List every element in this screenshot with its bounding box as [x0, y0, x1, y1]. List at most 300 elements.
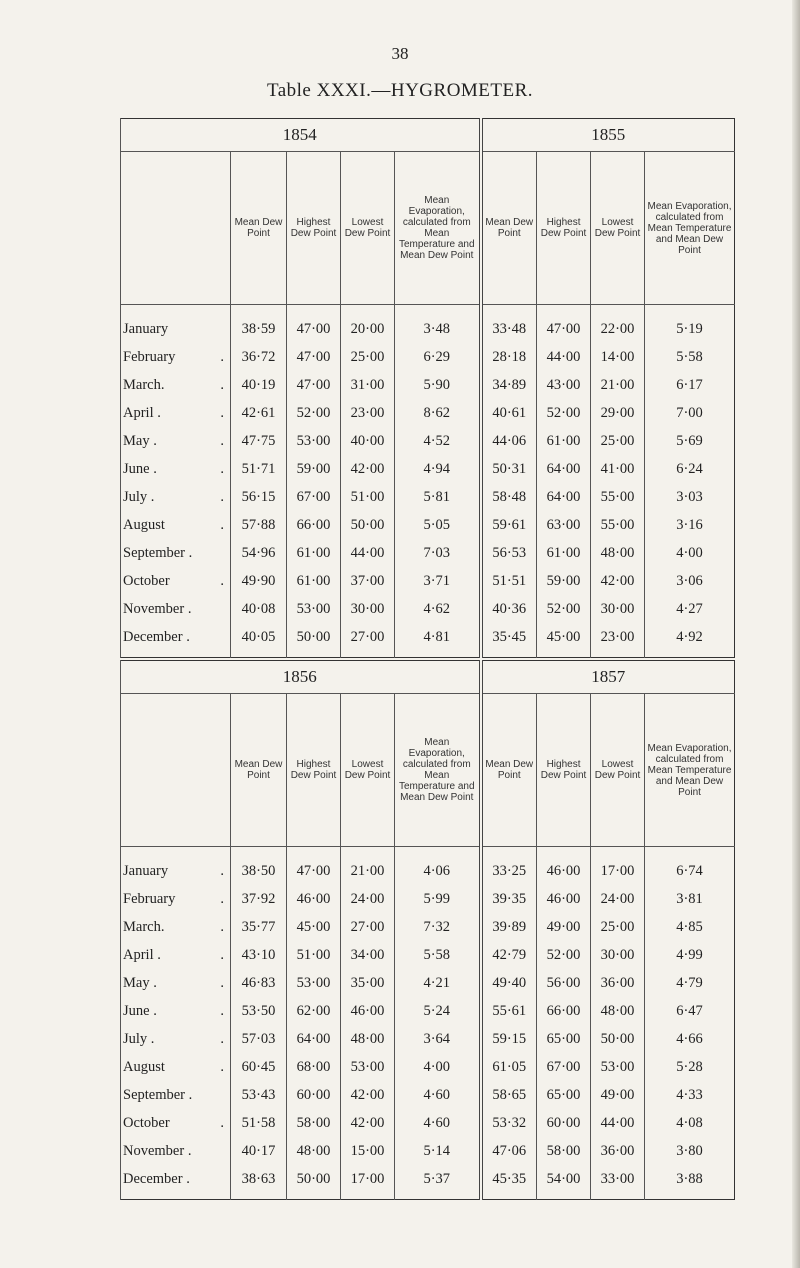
column-header-row: [121, 152, 735, 305]
value-cell: 25·00: [591, 913, 645, 941]
leader-dot: .: [220, 1002, 224, 1019]
value-cell: 14·00: [591, 343, 645, 371]
value-cell: 46·00: [287, 885, 341, 913]
page-edge: [792, 0, 800, 1268]
value-cell: 8·62: [395, 399, 481, 427]
month-cell: [121, 1137, 231, 1165]
value-cell: 46·83: [231, 969, 287, 997]
value-cell: 36·72: [231, 343, 287, 371]
value-cell: 47·00: [537, 305, 591, 344]
value-cell: 27·00: [341, 623, 395, 658]
value-cell: 33·48: [481, 305, 537, 344]
value-cell: 40·61: [481, 399, 537, 427]
value-cell: 6·47: [645, 997, 735, 1025]
value-cell: 50·00: [287, 1165, 341, 1200]
value-cell: 60·00: [537, 1109, 591, 1137]
value-cell: 59·15: [481, 1025, 537, 1053]
col-header-highest-dew-point: Highest Dew Point: [537, 152, 591, 305]
value-cell: 43·10: [231, 941, 287, 969]
month-label: January: [123, 320, 169, 337]
value-cell: 47·00: [287, 343, 341, 371]
value-cell: 50·00: [341, 511, 395, 539]
value-cell: 42·00: [341, 455, 395, 483]
month-label: August: [123, 516, 165, 533]
value-cell: 66·00: [537, 997, 591, 1025]
month-label: December .: [123, 628, 190, 645]
data-table: [120, 660, 735, 1200]
value-cell: 49·40: [481, 969, 537, 997]
leader-dot: .: [220, 432, 224, 449]
leader-dot: .: [220, 348, 224, 365]
column-header-row: [121, 694, 735, 847]
value-cell: 28·18: [481, 343, 537, 371]
year-row: [121, 119, 735, 152]
value-cell: 51·51: [481, 567, 537, 595]
value-cell: 23·00: [341, 399, 395, 427]
table-row: [121, 1025, 735, 1053]
value-cell: 64·00: [287, 1025, 341, 1053]
month-header: [121, 152, 231, 305]
month-label: July .: [123, 488, 155, 505]
month-cell: [121, 1025, 231, 1053]
leader-dot: .: [220, 1030, 224, 1047]
value-cell: 39·89: [481, 913, 537, 941]
value-cell: 47·00: [287, 847, 341, 886]
value-cell: 4·21: [395, 969, 481, 997]
month-label: May .: [123, 974, 157, 991]
month-cell: [121, 455, 231, 483]
value-cell: 3·48: [395, 305, 481, 344]
col-header-mean-evaporation: Mean Evaporation, calculated from Mean Temperature and Mean Dew Point: [645, 694, 735, 847]
value-cell: 52·00: [287, 399, 341, 427]
value-cell: 50·00: [591, 1025, 645, 1053]
leader-dot: .: [220, 862, 224, 879]
value-cell: 24·00: [341, 885, 395, 913]
year-right: 1857: [481, 661, 735, 694]
value-cell: 56·53: [481, 539, 537, 567]
table-row: [121, 1165, 735, 1200]
month-label: November .: [123, 600, 192, 617]
value-cell: 59·00: [537, 567, 591, 595]
month-label: March.: [123, 376, 165, 393]
value-cell: 53·50: [231, 997, 287, 1025]
value-cell: 34·00: [341, 941, 395, 969]
month-label: September .: [123, 1086, 193, 1103]
month-cell: [121, 1053, 231, 1081]
col-header-highest-dew-point: Highest Dew Point: [287, 694, 341, 847]
value-cell: 43·00: [537, 371, 591, 399]
table-row: [121, 539, 735, 567]
value-cell: 6·24: [645, 455, 735, 483]
col-header-mean-dew-point: Mean Dew Point: [231, 694, 287, 847]
table-row: [121, 567, 735, 595]
month-label: July .: [123, 1030, 155, 1047]
page-number: 38: [391, 44, 409, 63]
value-cell: 4·99: [645, 941, 735, 969]
month-cell: [121, 623, 231, 658]
value-cell: 35·77: [231, 913, 287, 941]
value-cell: 4·60: [395, 1081, 481, 1109]
value-cell: 51·58: [231, 1109, 287, 1137]
value-cell: 48·00: [287, 1137, 341, 1165]
value-cell: 3·88: [645, 1165, 735, 1200]
value-cell: 45·00: [287, 913, 341, 941]
col-header-mean-evaporation: Mean Evaporation, calculated from Mean Temperature and Mean Dew Point: [645, 152, 735, 305]
table-row: [121, 455, 735, 483]
col-header-lowest-dew-point: Lowest Dew Point: [591, 152, 645, 305]
table-row: [121, 623, 735, 658]
value-cell: 30·00: [591, 595, 645, 623]
value-cell: 4·06: [395, 847, 481, 886]
value-cell: 53·00: [591, 1053, 645, 1081]
value-cell: 40·08: [231, 595, 287, 623]
col-header-lowest-dew-point: Lowest Dew Point: [591, 694, 645, 847]
table-row: [121, 1137, 735, 1165]
value-cell: 5·81: [395, 483, 481, 511]
table-row: [121, 1109, 735, 1137]
month-cell: [121, 371, 231, 399]
col-header-mean-evaporation: Mean Evaporation, calculated from Mean Temperature and Mean Dew Point: [395, 152, 481, 305]
value-cell: 7·03: [395, 539, 481, 567]
value-cell: 40·36: [481, 595, 537, 623]
value-cell: 51·71: [231, 455, 287, 483]
value-cell: 40·19: [231, 371, 287, 399]
value-cell: 42·79: [481, 941, 537, 969]
month-label: March.: [123, 918, 165, 935]
value-cell: 46·00: [537, 847, 591, 886]
value-cell: 53·43: [231, 1081, 287, 1109]
value-cell: 4·27: [645, 595, 735, 623]
leader-dot: .: [220, 516, 224, 533]
month-cell: [121, 1081, 231, 1109]
value-cell: 3·06: [645, 567, 735, 595]
value-cell: 52·00: [537, 941, 591, 969]
table-row: [121, 343, 735, 371]
value-cell: 62·00: [287, 997, 341, 1025]
col-header-lowest-dew-point: Lowest Dew Point: [341, 694, 395, 847]
value-cell: 40·00: [341, 427, 395, 455]
table-row: [121, 885, 735, 913]
value-cell: 42·00: [341, 1081, 395, 1109]
month-cell: [121, 595, 231, 623]
table-row: [121, 941, 735, 969]
value-cell: 44·06: [481, 427, 537, 455]
month-cell: [121, 305, 231, 344]
value-cell: 24·00: [591, 885, 645, 913]
value-cell: 5·99: [395, 885, 481, 913]
month-label: August: [123, 1058, 165, 1075]
value-cell: 5·37: [395, 1165, 481, 1200]
value-cell: 67·00: [537, 1053, 591, 1081]
value-cell: 20·00: [341, 305, 395, 344]
value-cell: 47·75: [231, 427, 287, 455]
value-cell: 6·74: [645, 847, 735, 886]
value-cell: 57·03: [231, 1025, 287, 1053]
month-label: June .: [123, 1002, 157, 1019]
value-cell: 5·90: [395, 371, 481, 399]
col-header-mean-evaporation: Mean Evaporation, calculated from Mean Temperature and Mean Dew Point: [395, 694, 481, 847]
value-cell: 45·00: [537, 623, 591, 658]
value-cell: 36·00: [591, 1137, 645, 1165]
month-label: June .: [123, 460, 157, 477]
table-row: [121, 371, 735, 399]
month-cell: [121, 511, 231, 539]
value-cell: 55·00: [591, 511, 645, 539]
value-cell: 50·00: [287, 623, 341, 658]
month-label: September .: [123, 544, 193, 561]
value-cell: 50·31: [481, 455, 537, 483]
value-cell: 44·00: [591, 1109, 645, 1137]
table-row: [121, 511, 735, 539]
value-cell: 40·05: [231, 623, 287, 658]
month-header: [121, 694, 231, 847]
table-row: [121, 399, 735, 427]
value-cell: 49·00: [537, 913, 591, 941]
month-cell: [121, 539, 231, 567]
value-cell: 4·00: [395, 1053, 481, 1081]
year-right: 1855: [481, 119, 735, 152]
value-cell: 47·06: [481, 1137, 537, 1165]
value-cell: 4·66: [645, 1025, 735, 1053]
value-cell: 65·00: [537, 1081, 591, 1109]
value-cell: 53·00: [341, 1053, 395, 1081]
value-cell: 37·00: [341, 567, 395, 595]
value-cell: 53·32: [481, 1109, 537, 1137]
value-cell: 57·88: [231, 511, 287, 539]
year-row: [121, 661, 735, 694]
table-row: [121, 595, 735, 623]
value-cell: 4·62: [395, 595, 481, 623]
value-cell: 44·00: [341, 539, 395, 567]
value-cell: 15·00: [341, 1137, 395, 1165]
col-header-mean-dew-point: Mean Dew Point: [481, 694, 537, 847]
value-cell: 42·00: [341, 1109, 395, 1137]
month-label: January: [123, 862, 169, 879]
value-cell: 42·00: [591, 567, 645, 595]
value-cell: 5·69: [645, 427, 735, 455]
value-cell: 4·08: [645, 1109, 735, 1137]
value-cell: 23·00: [591, 623, 645, 658]
month-cell: [121, 483, 231, 511]
value-cell: 21·00: [341, 847, 395, 886]
value-cell: 51·00: [341, 483, 395, 511]
value-cell: 40·17: [231, 1137, 287, 1165]
value-cell: 64·00: [537, 455, 591, 483]
value-cell: 4·60: [395, 1109, 481, 1137]
value-cell: 3·16: [645, 511, 735, 539]
value-cell: 49·00: [591, 1081, 645, 1109]
month-cell: [121, 1165, 231, 1200]
value-cell: 4·94: [395, 455, 481, 483]
value-cell: 65·00: [537, 1025, 591, 1053]
value-cell: 58·48: [481, 483, 537, 511]
value-cell: 33·00: [591, 1165, 645, 1200]
value-cell: 46·00: [341, 997, 395, 1025]
value-cell: 22·00: [591, 305, 645, 344]
value-cell: 59·61: [481, 511, 537, 539]
value-cell: 7·32: [395, 913, 481, 941]
value-cell: 37·92: [231, 885, 287, 913]
value-cell: 41·00: [591, 455, 645, 483]
month-cell: [121, 1109, 231, 1137]
value-cell: 4·92: [645, 623, 735, 658]
month-label: December .: [123, 1170, 190, 1187]
value-cell: 42·61: [231, 399, 287, 427]
value-cell: 5·58: [645, 343, 735, 371]
value-cell: 63·00: [537, 511, 591, 539]
value-cell: 54·00: [537, 1165, 591, 1200]
value-cell: 25·00: [591, 427, 645, 455]
leader-dot: .: [220, 572, 224, 589]
value-cell: 38·63: [231, 1165, 287, 1200]
month-cell: [121, 847, 231, 886]
value-cell: 58·65: [481, 1081, 537, 1109]
month-cell: [121, 567, 231, 595]
value-cell: 4·81: [395, 623, 481, 658]
leader-dot: .: [220, 946, 224, 963]
value-cell: 49·90: [231, 567, 287, 595]
value-cell: 53·00: [287, 969, 341, 997]
year-left: 1856: [121, 661, 481, 694]
value-cell: 33·25: [481, 847, 537, 886]
table-row: [121, 427, 735, 455]
col-header-lowest-dew-point: Lowest Dew Point: [341, 152, 395, 305]
month-cell: [121, 427, 231, 455]
month-cell: [121, 343, 231, 371]
value-cell: 54·96: [231, 539, 287, 567]
value-cell: 5·14: [395, 1137, 481, 1165]
value-cell: 35·45: [481, 623, 537, 658]
value-cell: 39·35: [481, 885, 537, 913]
value-cell: 4·33: [645, 1081, 735, 1109]
value-cell: 58·00: [537, 1137, 591, 1165]
value-cell: 30·00: [341, 595, 395, 623]
table-row: [121, 1053, 735, 1081]
value-cell: 51·00: [287, 941, 341, 969]
value-cell: 56·00: [537, 969, 591, 997]
value-cell: 53·00: [287, 595, 341, 623]
value-cell: 64·00: [537, 483, 591, 511]
table-row: [121, 913, 735, 941]
value-cell: 4·52: [395, 427, 481, 455]
value-cell: 48·00: [341, 1025, 395, 1053]
value-cell: 3·64: [395, 1025, 481, 1053]
value-cell: 21·00: [591, 371, 645, 399]
value-cell: 4·79: [645, 969, 735, 997]
value-cell: 31·00: [341, 371, 395, 399]
month-label: November .: [123, 1142, 192, 1159]
value-cell: 56·15: [231, 483, 287, 511]
month-cell: [121, 969, 231, 997]
value-cell: 44·00: [537, 343, 591, 371]
value-cell: 46·00: [537, 885, 591, 913]
month-label: February: [123, 348, 176, 365]
value-cell: 6·29: [395, 343, 481, 371]
value-cell: 17·00: [591, 847, 645, 886]
leader-dot: .: [220, 918, 224, 935]
value-cell: 7·00: [645, 399, 735, 427]
value-cell: 5·19: [645, 305, 735, 344]
value-cell: 45·35: [481, 1165, 537, 1200]
table-row: [121, 483, 735, 511]
value-cell: 4·00: [645, 539, 735, 567]
value-cell: 27·00: [341, 913, 395, 941]
value-cell: 38·59: [231, 305, 287, 344]
month-label: October: [123, 572, 170, 589]
value-cell: 47·00: [287, 305, 341, 344]
value-cell: 60·45: [231, 1053, 287, 1081]
value-cell: 68·00: [287, 1053, 341, 1081]
value-cell: 60·00: [287, 1081, 341, 1109]
table-row: [121, 969, 735, 997]
value-cell: 48·00: [591, 997, 645, 1025]
table-row: [121, 997, 735, 1025]
month-cell: [121, 913, 231, 941]
table-row: [121, 305, 735, 344]
value-cell: 38·50: [231, 847, 287, 886]
hygrometer-table-1856-1857: [120, 660, 734, 1200]
col-header-mean-dew-point: Mean Dew Point: [231, 152, 287, 305]
hygrometer-table-1854-1855: [120, 118, 734, 658]
leader-dot: .: [220, 404, 224, 421]
value-cell: 55·00: [591, 483, 645, 511]
month-label: February: [123, 890, 176, 907]
value-cell: 52·00: [537, 595, 591, 623]
value-cell: 4·85: [645, 913, 735, 941]
value-cell: 34·89: [481, 371, 537, 399]
value-cell: 61·00: [537, 427, 591, 455]
value-cell: 3·80: [645, 1137, 735, 1165]
value-cell: 52·00: [537, 399, 591, 427]
table-row: [121, 1081, 735, 1109]
value-cell: 67·00: [287, 483, 341, 511]
month-cell: [121, 399, 231, 427]
month-label: May .: [123, 432, 157, 449]
col-header-highest-dew-point: Highest Dew Point: [537, 694, 591, 847]
value-cell: 35·00: [341, 969, 395, 997]
month-label: April .: [123, 404, 161, 421]
value-cell: 3·81: [645, 885, 735, 913]
table-row: [121, 847, 735, 886]
leader-dot: .: [220, 974, 224, 991]
value-cell: 5·24: [395, 997, 481, 1025]
col-header-highest-dew-point: Highest Dew Point: [287, 152, 341, 305]
month-cell: [121, 941, 231, 969]
value-cell: 25·00: [341, 343, 395, 371]
month-cell: [121, 885, 231, 913]
value-cell: 66·00: [287, 511, 341, 539]
value-cell: 3·03: [645, 483, 735, 511]
leader-dot: .: [220, 1058, 224, 1075]
col-header-mean-dew-point: Mean Dew Point: [481, 152, 537, 305]
value-cell: 47·00: [287, 371, 341, 399]
month-cell: [121, 997, 231, 1025]
value-cell: 58·00: [287, 1109, 341, 1137]
value-cell: 55·61: [481, 997, 537, 1025]
value-cell: 61·00: [287, 567, 341, 595]
value-cell: 61·00: [537, 539, 591, 567]
value-cell: 61·05: [481, 1053, 537, 1081]
leader-dot: .: [220, 376, 224, 393]
month-label: April .: [123, 946, 161, 963]
year-left: 1854: [121, 119, 481, 152]
month-label: October: [123, 1114, 170, 1131]
value-cell: 5·58: [395, 941, 481, 969]
leader-dot: .: [220, 1114, 224, 1131]
value-cell: 53·00: [287, 427, 341, 455]
leader-dot: .: [220, 460, 224, 477]
value-cell: 5·28: [645, 1053, 735, 1081]
